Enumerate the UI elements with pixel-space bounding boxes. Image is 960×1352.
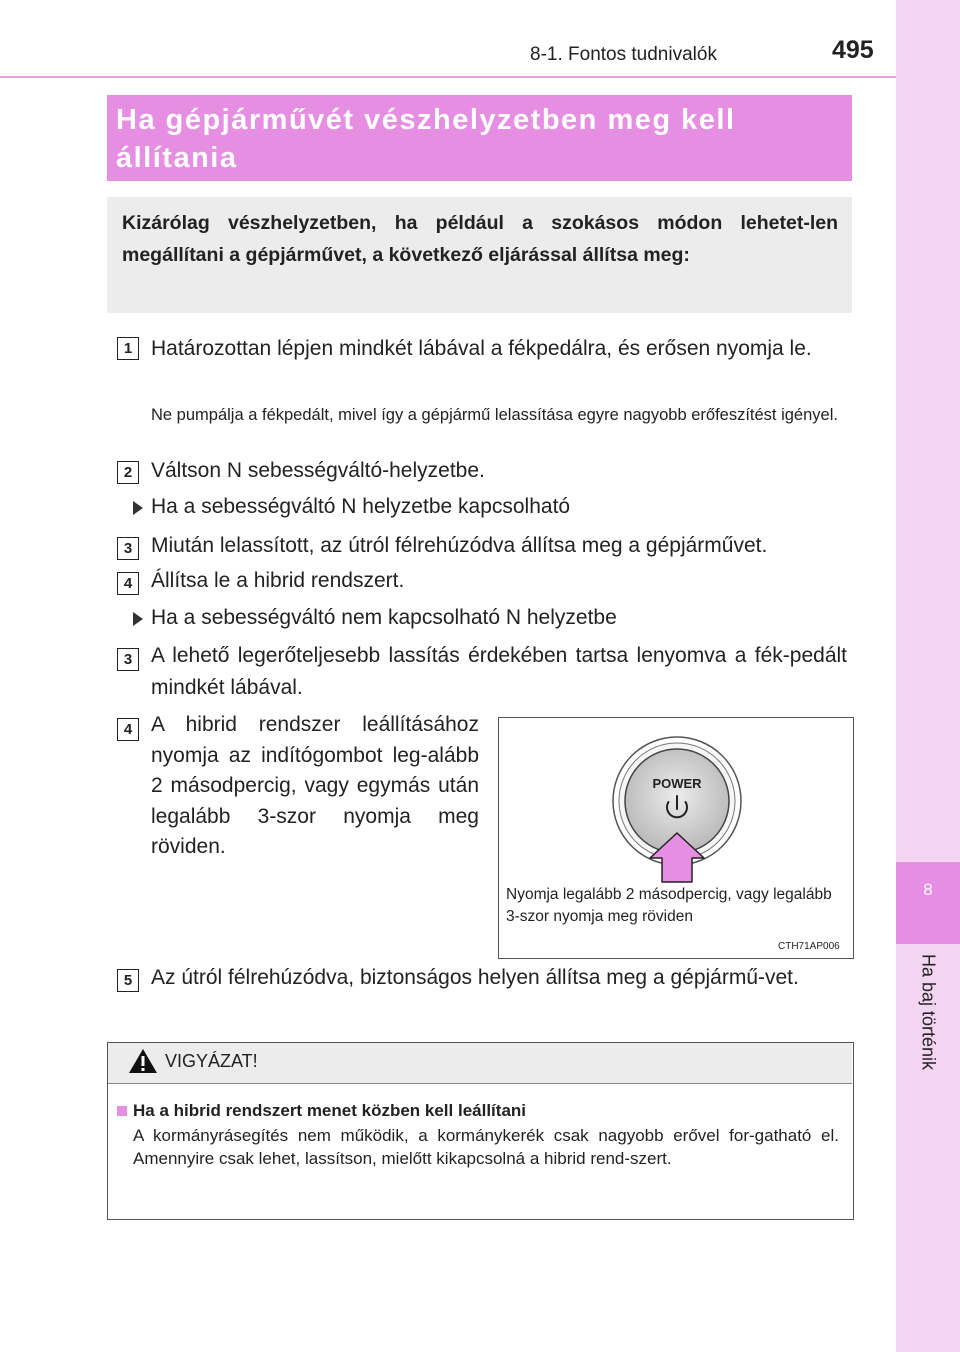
warning-bullet-icon <box>117 1106 127 1116</box>
step-number-box: 4 <box>117 572 139 595</box>
section-title: 8-1. Fontos tudnivalók <box>530 44 717 65</box>
condition-heading: Ha a sebességváltó nem kapcsolható N helyzetbe <box>151 606 617 629</box>
warning-body: A kormányrásegítés nem működik, a kormánykerék csak nagyobb erővel for-gatható el. Amennyire csak lehet, lassítson, mielőtt kikapcsolná a hibrid rend-szert. <box>133 1126 839 1168</box>
step-text: Az útról félrehúzódva, biztonságos helyen állítsa meg a gépjármű-vet. <box>151 966 799 989</box>
chapter-tab-marker <box>896 862 960 944</box>
step-text: Állítsa le a hibrid rendszert. <box>151 569 405 592</box>
step-number-box: 2 <box>117 461 139 484</box>
page-title: Ha gépjárművét vészhelyzetben meg kell állítania <box>116 104 736 174</box>
figure-caption: Nyomja legalább 2 másodpercig, vagy legalább 3-szor nyomja meg röviden <box>506 886 832 925</box>
step-number-box: 3 <box>117 648 139 671</box>
step-text: Miután lelassított, az útról félrehúzódva állítsa meg a gépjárművet. <box>151 534 768 557</box>
chapter-label: Ha baj történik <box>918 953 939 1071</box>
step-number-box: 3 <box>117 537 139 560</box>
step-number-box: 4 <box>117 718 139 741</box>
warning-triangle-icon <box>127 1047 159 1075</box>
page-number: 495 <box>832 36 874 64</box>
step-note: Ne pumpálja a fékpedált, mivel így a gépjármű lelassítása egyre nagyobb erőfeszítést igényel. <box>151 406 838 424</box>
step-number-box: 1 <box>117 337 139 360</box>
step-text: A hibrid rendszer leállításához nyomja az indítógombot leg-alább 2 másodpercig, vagy egymás után legalább 3-szor nyomja meg röviden. <box>151 713 479 858</box>
chapter-number: 8 <box>923 880 933 899</box>
bullet-arrow-icon <box>133 501 143 515</box>
chapter-side-tab <box>896 0 960 1352</box>
step-text: Váltson N sebességváltó-helyzetbe. <box>151 459 485 482</box>
warning-title: VIGYÁZAT! <box>165 1051 258 1071</box>
power-label: POWER <box>652 776 702 791</box>
figure-code: CTH71AP006 <box>778 941 840 952</box>
intro-text: Kizárólag vészhelyzetben, ha például a szokásos módon lehetet-len megállítani a gépjárművet, a következő eljárással állítsa meg: <box>122 212 838 266</box>
step-number-box: 5 <box>117 969 139 992</box>
step-text: Határozottan lépjen mindkét lábával a fékpedálra, és erősen nyomja le. <box>151 337 812 360</box>
step-text: A lehető legerőteljesebb lassítás érdekében tartsa lenyomva a fék-pedált mindkét lábával. <box>151 644 847 699</box>
header-divider <box>0 76 896 78</box>
condition-heading: Ha a sebességváltó N helyzetbe kapcsolható <box>151 495 571 518</box>
warning-subtitle: Ha a hibrid rendszert menet közben kell leállítani <box>133 1101 527 1120</box>
bullet-arrow-icon <box>133 612 143 626</box>
